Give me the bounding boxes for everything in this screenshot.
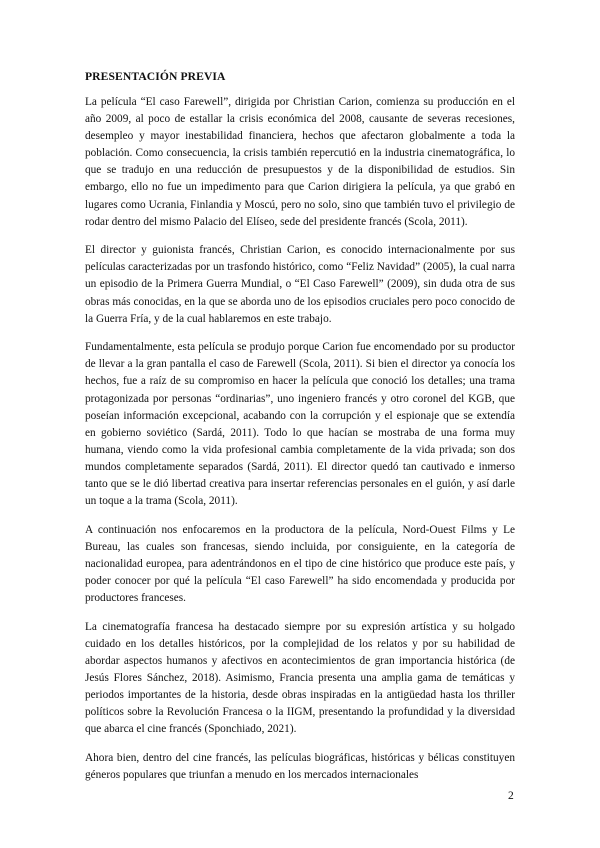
paragraph-5: La cinematografía francesa ha destacado siempre por su expresión artística y su holgado cuidado en los detalles históricos, por la complejidad de los relatos y por su habilidad de abordar aspectos humanos y afectivos en acontecimientos de gran importancia histórica (de Jesús Flores Sánchez, 2018). Asimismo, Francia presenta una amplia gama de temáticas y periodos importantes de la historia, desde obras inspiradas en la antigüedad hasta los thriller políticos sobre la Revolución Francesa o la IIGM, presentando la profundidad y la diversidad que abarca el cine francés (Sponchiado, 2021). — [85, 620, 515, 736]
paragraph-3: Fundamentalmente, esta película se produjo porque Carion fue encomendado por su productor de llevar a la gran pantalla el caso de Farewell (Scola, 2011). Si bien el director ya conocía los hechos, fue a raíz de su compromiso en hacer la película que conoció los detalles; una trama protagonizada por personas “ordinarias”, uno ingeniero francés y otro coronel del KGB, que poseían información excepcional, acabando con la corrupción y el espionaje que se extendía en gobierno soviético (Sardá, 2011). Todo lo que hacían se mostraba de una forma muy humana, viendo como la vida profesional cambia completamente de la vida privada; son dos mundos completamente separados (Sardá, 2011). El director quedó tan cautivado e inmerso tanto que se le dió libertad creativa para insertar referencias personales en el guión, y así darle un toque a la trama (Scola, 2011). — [85, 341, 515, 508]
paragraph-1: La película “El caso Farewell”, dirigida por Christian Carion, comienza su producción en el año 2009, al poco de estallar la crisis económica del 2008, causante de severas recesiones, desempleo y mayor inestabilidad financiera, hechos que afectaron globalmente a toda la población. Como consecuencia, la crisis también repercutió en la industria cinematográfica, lo que se tradujo en una reducción de presupuestos y de la disponibilidad de estudios. Sin embargo, ello no fue un impedimento para que Carion dirigiera la película, ya que grabó en lugares como Ucrania, Finlandia y Moscú, pero no solo, sino que también tuvo el privilegio de rodar dentro del mismo Palacio del Elíseo, sede del presidente francés (Scola, 2011). — [85, 96, 515, 228]
page-number: 2 — [508, 790, 514, 802]
paragraph-2: El director y guionista francés, Christian Carion, es conocido internacionalmente por sus películas caracterizadas por un trasfondo histórico, como “Feliz Navidad” (2005), la cual narra un episodio de la Primera Guerra Mundial, o “El Caso Farewell” (2009), sin duda otra de sus obras más conocidas, en la que se aborda uno de los episodios cruciales pero poco conocido de la Guerra Fría, y de la cual hablaremos en este trabajo. — [85, 244, 515, 325]
paragraph-4: A continuación nos enfocaremos en la productora de la película, Nord-Ouest Films y Le Bureau, las cuales son francesas, siendo incluida, por consiguiente, en la categoría de nacionalidad europea, para adentrándonos en el tipo de cine histórico que produce este país, y poder conocer por qué la película “El caso Farewell” ha sido encomendada y producida por productores franceses. — [85, 523, 515, 605]
section-heading: PRESENTACIÓN PREVIA — [85, 70, 226, 83]
paragraph-6: Ahora bien, dentro del cine francés, las películas biográficas, históricas y bélicas constituyen géneros populares que triunfan a menudo en los mercados internacionales — [85, 751, 515, 781]
document-page — [85, 70, 515, 795]
